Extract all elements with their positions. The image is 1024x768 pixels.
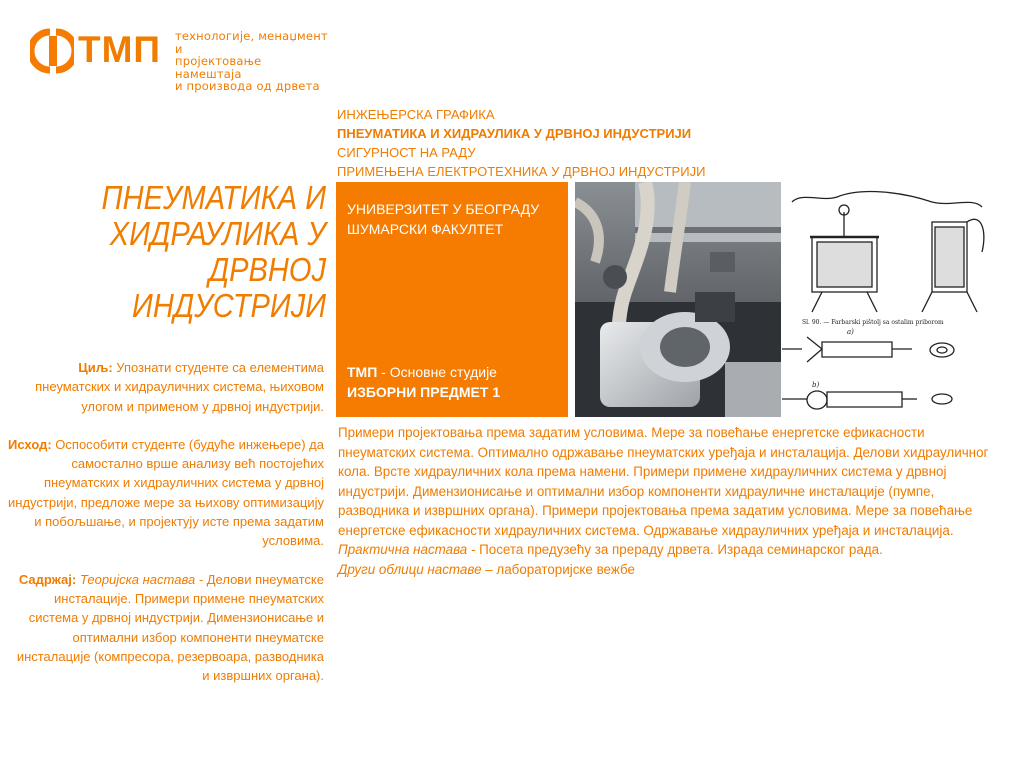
course-description xyxy=(338,423,1002,579)
logo-tagline: технологије, менаџмент и пројектовање намештаја и производа од дрвета xyxy=(175,29,328,93)
program-line: ТМП - Основне студије xyxy=(347,364,497,380)
goal-label: Циљ: xyxy=(78,360,113,375)
goal-paragraph xyxy=(8,358,324,416)
subjects-list xyxy=(337,105,797,181)
tmp-logo xyxy=(30,28,330,93)
subject-item: СИГУРНОСТ НА РАДУ xyxy=(337,145,476,160)
svg-text:b): b) xyxy=(812,381,820,389)
content-paragraph xyxy=(8,570,324,686)
subject-item: ИНЖЕЊЕРСКА ГРАФИКА xyxy=(337,107,495,122)
course-type: ИЗБОРНИ ПРЕДМЕТ 1 xyxy=(347,384,501,400)
svg-text:a): a) xyxy=(847,328,854,336)
other-forms-line: Други облици наставе – лабораторијске вежбе xyxy=(338,561,635,577)
tmp-logo-icon xyxy=(30,28,74,74)
description-main: Примери пројектовања према задатим условима. Мере за повећање енергетске ефикасности пнеуматских система. Оптимално одржавање пнеуматских уређаја и инсталација. Делови хидрауличног кола. Врсте хидрауличних кола према намени. Примери примене хидрауличних система у дрвној индустрији. Димензионисање и оптимални избор компоненти хидрауличне инсталације (пумпе, разводника и извршних органа). Примери пројектовања према задатим условима. Мере за повећање енергетске ефикасности хидрауличних система. Одржавање хидрауличних уређаја и инсталација. xyxy=(338,425,989,538)
technical-drawing-image xyxy=(782,182,996,417)
theory-label: Теоријска настава - xyxy=(76,571,207,587)
course-summary xyxy=(8,358,324,704)
drawing-caption: Sl. 90. — Farbarski pištolj sa ostalim priborom xyxy=(802,319,944,326)
machine-photo-image xyxy=(575,182,781,417)
subject-item: ПРИМЕЊЕНА ЕЛЕКТРОТЕХНИКА У ДРВНОЈ ИНДУСТРИЈИ xyxy=(337,164,706,179)
university-name: УНИВЕРЗИТЕТ У БЕОГРАДУ xyxy=(347,201,540,217)
practical-line: Практична настава - Посета предузећу за прераду дрвета. Израда семинарског рада. xyxy=(338,542,883,557)
course-title: ПНЕУМАТИКА И ХИДРАУЛИКА У ДРВНОЈ ИНДУСТРИЈИ xyxy=(101,179,326,324)
content-text: Делови пнеуматске инсталације. Примери примене пнеуматских система у дрвној индустрији. Димензионисање и оптимални избор компоненти пнеуматске инсталације (компресора, резервоара, разводника и извршних органа). xyxy=(16,571,324,684)
outcome-label: Исход: xyxy=(8,436,52,452)
content-label: Садржај: xyxy=(18,571,77,587)
outcome-paragraph xyxy=(8,435,324,551)
machine-photo xyxy=(575,182,781,417)
outcome-text: Оспособити студенте (будуће инжењере) да самостално врше анализу већ постојећих пнеуматских и хидрауличних система у дрвној индустрији, предложе мере за њихову оптимизацију и побољшање, и пројектују исте према задатим условима. xyxy=(8,436,325,549)
technical-drawing xyxy=(782,182,996,417)
goal-text: Упознати студенте са елементима пнеуматских и хидрауличних система, њиховом улогом и применом у дрвној индустрији. xyxy=(35,360,324,414)
subject-item-current: ПНЕУМАТИКА И ХИДРАУЛИКА У ДРВНОЈ ИНДУСТРИЈИ xyxy=(337,126,692,141)
faculty-name: ШУМАРСКИ ФАКУЛТЕТ xyxy=(347,221,504,237)
university-box xyxy=(336,182,568,417)
logo-wordmark: ТМП xyxy=(78,29,162,70)
